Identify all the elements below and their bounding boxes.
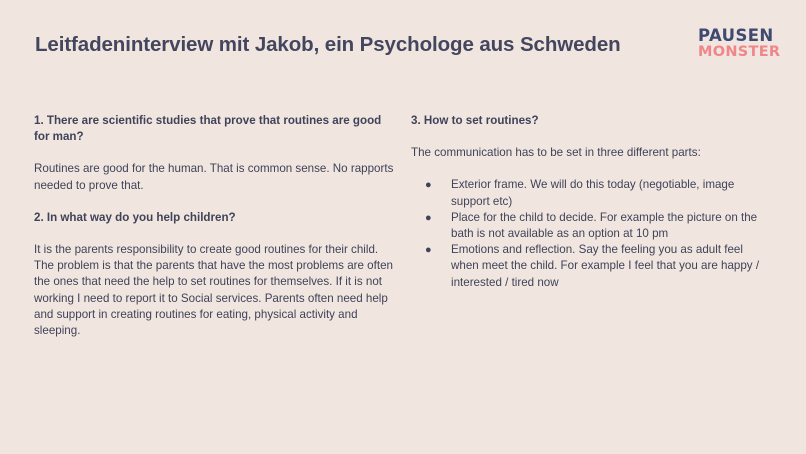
list-item: [411, 210, 771, 242]
logo-line-2: MONSTER: [698, 44, 781, 60]
bullet-text: Place for the child to decide. For example the picture on the bath is not available as an option at 10 pm: [451, 210, 758, 241]
page-title: Leitfadeninterview mit Jakob, ein Psychologe aus Schweden: [35, 33, 621, 56]
right-column: [411, 113, 771, 291]
intro-text: The communication has to be set in three different parts:: [411, 146, 701, 160]
brand-logo: [698, 28, 788, 60]
bullet-text: Exterior frame. We will do this today (negotiable, image support etc): [451, 178, 735, 208]
bullet-icon: ●: [425, 211, 432, 224]
answer-1: Routines are good for the human. That is common sense. No rapports needed to prove that.: [34, 162, 394, 192]
list-item: [411, 242, 771, 291]
logo-line-1: PAUSEN: [698, 26, 774, 45]
answer-2: It is the parents responsibility to create good routines for their child. The problem is that the parents that have the most problems are often the ones that need the help to set routines for themselves. If it is not working I need to report it to Social services. Parents often need help and support in creating routines for eating, physical activity and sleeping.: [34, 243, 393, 338]
left-column: [34, 113, 394, 339]
bullet-icon: ●: [425, 179, 432, 192]
question-3: 3. How to set routines?: [411, 114, 539, 127]
question-2: 2. In what way do you help children?: [34, 210, 236, 224]
bullet-text: Emotions and reflection. Say the feeling you as adult feel when meet the child. For example I feel that you are happy / interested / tired now: [451, 243, 760, 289]
bullet-icon: ●: [425, 244, 432, 257]
bullet-list: [411, 177, 771, 290]
question-1: 1. There are scientific studies that prove that routines are good for man?: [34, 114, 382, 144]
list-item: [411, 177, 771, 209]
